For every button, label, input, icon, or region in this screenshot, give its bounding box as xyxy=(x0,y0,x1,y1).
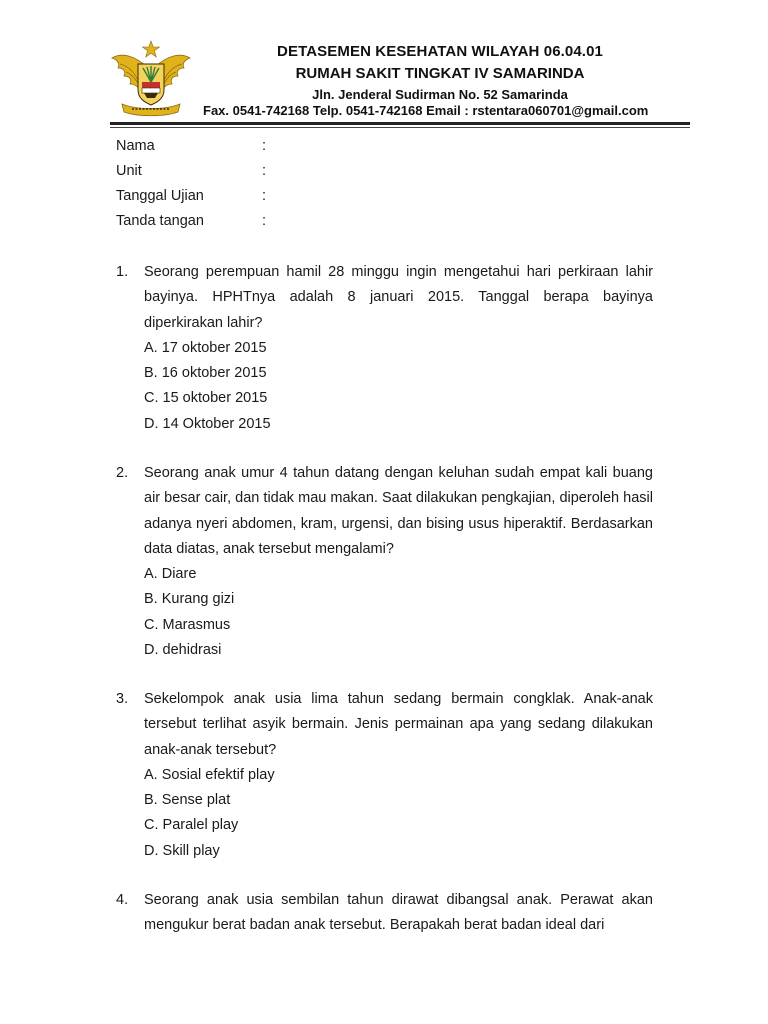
field-tanda-tangan xyxy=(116,213,266,229)
question-stem: Sekelompok anak usia lima tahun sedang bermain congklak. Anak-anak tersebut terlihat asyik bermain. Jenis permainan apa yang sedang dilakukan anak-anak tersebut? xyxy=(144,691,653,758)
answer-option: A. Sosial efektif play xyxy=(144,766,275,783)
military-emblem-icon xyxy=(108,38,194,124)
field-colon: : xyxy=(262,213,267,229)
field-colon: : xyxy=(262,138,267,154)
answer-option: A. Diare xyxy=(144,566,197,583)
answer-option: D. Skill play xyxy=(144,842,220,859)
question-1 xyxy=(116,260,653,437)
answer-option: C. Paralel play xyxy=(144,817,239,834)
letterhead-divider-thick xyxy=(110,122,690,125)
field-label: Unit xyxy=(116,163,142,179)
question-4 xyxy=(116,888,653,939)
question-stem: Seorang anak usia sembilan tahun dirawat dibangsal anak. Perawat akan mengukur berat badan anak tersebut. Berapakah berat badan ideal dari xyxy=(144,892,653,934)
question-number: 3. xyxy=(116,691,129,707)
letterhead-address: Jln. Jenderal Sudirman No. 52 Samarinda xyxy=(312,87,568,102)
answer-option: C. Marasmus xyxy=(144,616,231,633)
question-number: 1. xyxy=(116,264,129,280)
letterhead-organization: DETASEMEN KESEHATAN WILAYAH 06.04.01 xyxy=(277,43,603,60)
answer-option: B. Sense plat xyxy=(144,792,231,809)
field-nama xyxy=(116,138,266,154)
question-2 xyxy=(116,461,653,663)
answer-option: D. 14 Oktober 2015 xyxy=(144,415,271,432)
answer-option: A. 17 oktober 2015 xyxy=(144,339,267,356)
answer-option: B. 16 oktober 2015 xyxy=(144,365,267,382)
field-label: Nama xyxy=(116,138,155,154)
question-stem: Seorang perempuan hamil 28 minggu ingin mengetahui hari perkiraan lahir bayinya. HPHTnya adalah 8 januari 2015. Tanggal berapa bayinya diperkirakan lahir? xyxy=(144,264,653,331)
letterhead-contact: Fax. 0541-742168 Telp. 0541-742168 Email : rstentara060701@gmail.com xyxy=(203,103,649,118)
field-unit xyxy=(116,163,266,179)
question-3 xyxy=(116,687,653,864)
question-number: 4. xyxy=(116,892,129,908)
question-stem: Seorang anak umur 4 tahun datang dengan keluhan sudah empat kali buang air besar cair, dan tidak mau makan. Saat dilakukan pengkajian, diperoleh hasil adanya nyeri abdomen, kram, urgensi, dan bising usus hiperaktif. Berdasarkan data diatas, anak tersebut mengalami? xyxy=(144,465,653,557)
field-colon: : xyxy=(262,163,267,179)
letterhead-divider-thin xyxy=(110,127,690,128)
field-label: Tanggal Ujian xyxy=(116,188,204,204)
answer-option: D. dehidrasi xyxy=(144,642,222,659)
answer-option: B. Kurang gizi xyxy=(144,591,235,608)
letterhead-hospital-name: RUMAH SAKIT TINGKAT IV SAMARINDA xyxy=(295,65,585,82)
question-number: 2. xyxy=(116,465,129,481)
field-tanggal-ujian xyxy=(116,188,266,204)
answer-option: C. 15 oktober 2015 xyxy=(144,390,268,407)
field-label: Tanda tangan xyxy=(116,213,204,229)
field-colon: : xyxy=(262,188,267,204)
